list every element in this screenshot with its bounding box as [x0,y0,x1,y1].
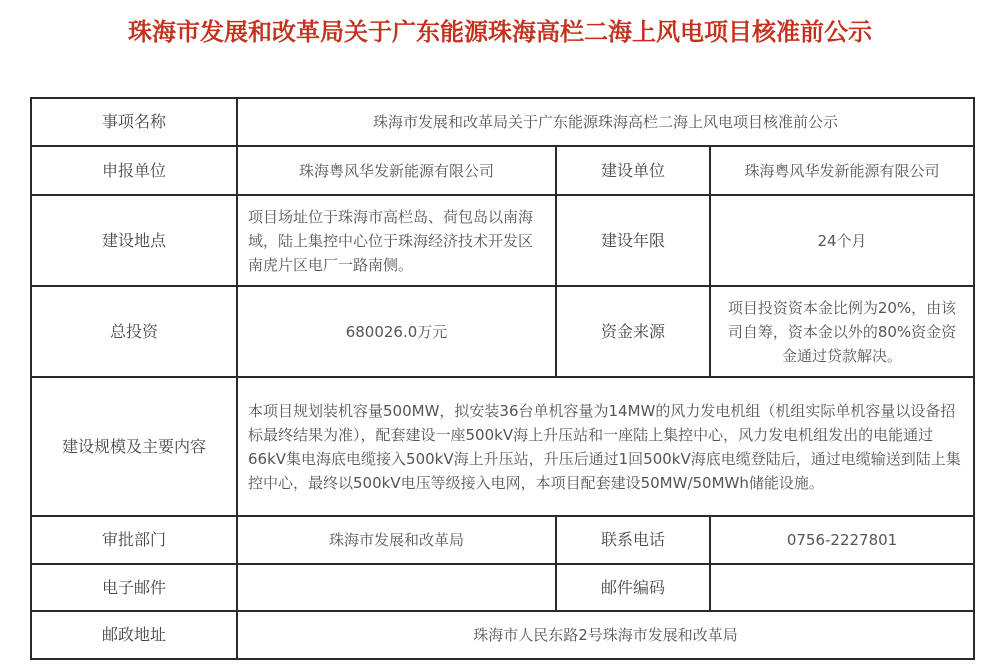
value-investment: 680026.0万元 [237,286,556,377]
label-builder: 建设单位 [556,146,710,195]
info-table [30,97,975,660]
table-row [31,286,974,377]
table-row [31,377,974,516]
label-phone: 联系电话 [556,516,710,564]
value-phone: 0756-2227801 [710,516,974,564]
value-period: 24个月 [710,195,974,286]
label-period: 建设年限 [556,195,710,286]
table-row [31,516,974,564]
label-location: 建设地点 [31,195,237,286]
value-address: 珠海市人民东路2号珠海市发展和改革局 [237,611,974,659]
value-email [237,564,556,611]
table-row [31,564,974,611]
label-postcode: 邮件编码 [556,564,710,611]
value-builder: 珠海粤风华发新能源有限公司 [710,146,974,195]
label-scale: 建设规模及主要内容 [31,377,237,516]
value-location: 项目场址位于珠海市高栏岛、荷包岛以南海域，陆上集控中心位于珠海经济技术开发区南虎片区电厂一路南侧。 [237,195,556,286]
label-item-name: 事项名称 [31,98,237,146]
table-row [31,98,974,146]
label-investment: 总投资 [31,286,237,377]
label-dept: 审批部门 [31,516,237,564]
label-funding: 资金来源 [556,286,710,377]
table-row [31,611,974,659]
value-funding: 项目投资资本金比例为20%，由该司自筹，资本金以外的80%资金资金通过贷款解决。 [710,286,974,377]
value-item-name: 珠海市发展和改革局关于广东能源珠海高栏二海上风电项目核准前公示 [237,98,974,146]
value-postcode [710,564,974,611]
label-address: 邮政地址 [31,611,237,659]
value-scale: 本项目规划装机容量500MW，拟安装36台单机容量为14MW的风力发电机组（机组实际单机容量以设备招标最终结果为准），配套建设一座500kV海上升压站和一座陆上集控中心，风力发电机组发出的电能通过66kV集电海底电缆接入500kV海上升压站，升压后通过1回500kV海底电缆登陆后，通过电缆输送到陆上集控中心，最终以500kV电压等级接入电网，本项目配套建设50MW/50MWh储能设施。 [237,377,974,516]
page-title: 珠海市发展和改革局关于广东能源珠海高栏二海上风电项目核准前公示 [128,18,872,46]
value-applicant: 珠海粤风华发新能源有限公司 [237,146,556,195]
table-row [31,146,974,195]
table-row [31,195,974,286]
value-dept: 珠海市发展和改革局 [237,516,556,564]
label-email: 电子邮件 [31,564,237,611]
label-applicant: 申报单位 [31,146,237,195]
